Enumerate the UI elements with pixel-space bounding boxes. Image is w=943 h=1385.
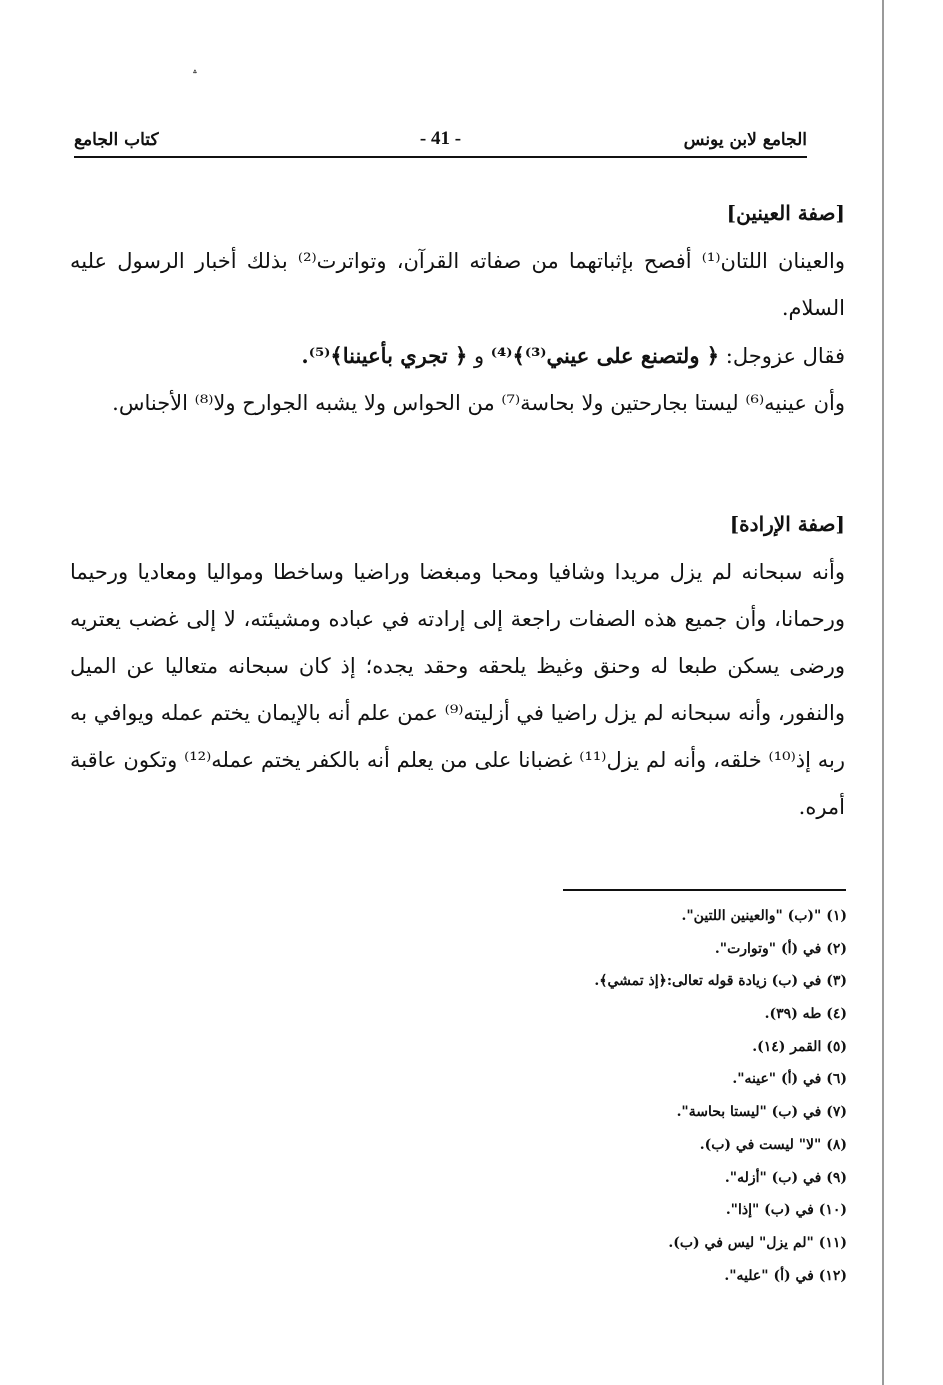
section-will [70, 509, 845, 831]
verse-conjunction: و [473, 344, 485, 368]
scan-edge-line [882, 0, 884, 1385]
scan-speck: ؞ [192, 70, 198, 81]
footnotes-list [447, 904, 847, 1296]
section-heading-will: [صفة الإرادة] [729, 512, 845, 536]
verse-intro: فقال عزوجل: [725, 344, 845, 368]
footnote-item: (٧) في (ب) "ليستا بحاسة". [676, 1104, 847, 1121]
footnote-item: (١١) "لم يزل" ليس في (ب). [668, 1234, 847, 1251]
page-number: - 41 - [419, 128, 462, 149]
footnote-item: (١) "(ب) "والعينين اللتين". [681, 908, 847, 924]
section-eyes [70, 198, 845, 427]
footnote-item: (٣) في (ب) زيادة قوله تعالى:﴿إذ تمشي﴾. [594, 973, 847, 990]
paragraph-eyes-3: وأن عينيه⁽⁶⁾ ليستا بجارحتين ولا بحاسة⁽⁷⁾ من الحواس ولا يشبه الجوارح ولا⁽⁸⁾ الأجناس. [112, 391, 845, 415]
section-name: كتاب الجامع [74, 130, 159, 150]
footnote-item: (٩) في (ب) "أزله". [724, 1169, 847, 1186]
footnote-item: (٤) طه (٣٩). [764, 1006, 847, 1023]
paragraph-will-1: وأنه سبحانه لم يزل مريدا وشافيا ومحبا ومبغضا وراضيا وساخطا ومواليا ومعاديا ورحيما ورحمانا، وأن جميع هذه الصفات راجعة إلى إرادته في عباده ومشيئته، لا إلى غضب يعتريه ورضى يسكن طبعا له وحنق وغيظ يلحقه وحقد يجده؛ إذ كان سبحانه متعاليا عن الميل والنفور، وأنه سبحانه لم يزل راضيا في أزليته⁽⁹⁾ عمن علم أنه بالإيمان يختم عمله ويوافي به ربه إذ⁽¹⁰⁾ خلقه، وأنه لم يزل⁽¹¹⁾ غضبانا على من يعلم أنه بالكفر يختم عمله⁽¹²⁾ وتكون عاقبة أمره. [70, 560, 845, 819]
quran-verse-2: ﴿ تجري بأعيننا﴾⁽⁵⁾. [301, 343, 468, 368]
section-heading-eyes: [صفة العينين] [726, 201, 845, 225]
footnote-item: (١٠) في (ب) "إذا". [725, 1202, 847, 1219]
footnote-item: (٥) القمر (١٤). [752, 1038, 847, 1055]
footnote-divider [563, 889, 846, 891]
footnote-item: (٨) "لا" ليست في (ب). [699, 1136, 847, 1153]
running-header [74, 128, 807, 158]
book-title: الجامع لابن يونس [683, 130, 807, 150]
quran-verse-1: ﴿ ولتصنع على عيني⁽³⁾﴾⁽⁴⁾ [490, 343, 720, 368]
footnote-item: (٦) في (أ) "عينه". [732, 1071, 847, 1088]
footnote-item: (٢) في (أ) "وتوارت". [714, 940, 847, 957]
paragraph-eyes-1: والعينان اللتان⁽¹⁾ أفصح بإثباتهما من صفاته القرآن، وتواترت⁽²⁾ بذلك أخبار الرسول عليه السلام. [70, 249, 845, 320]
footnote-item: (١٢) في (أ) "عليه". [724, 1267, 847, 1284]
verse-line [70, 332, 845, 380]
